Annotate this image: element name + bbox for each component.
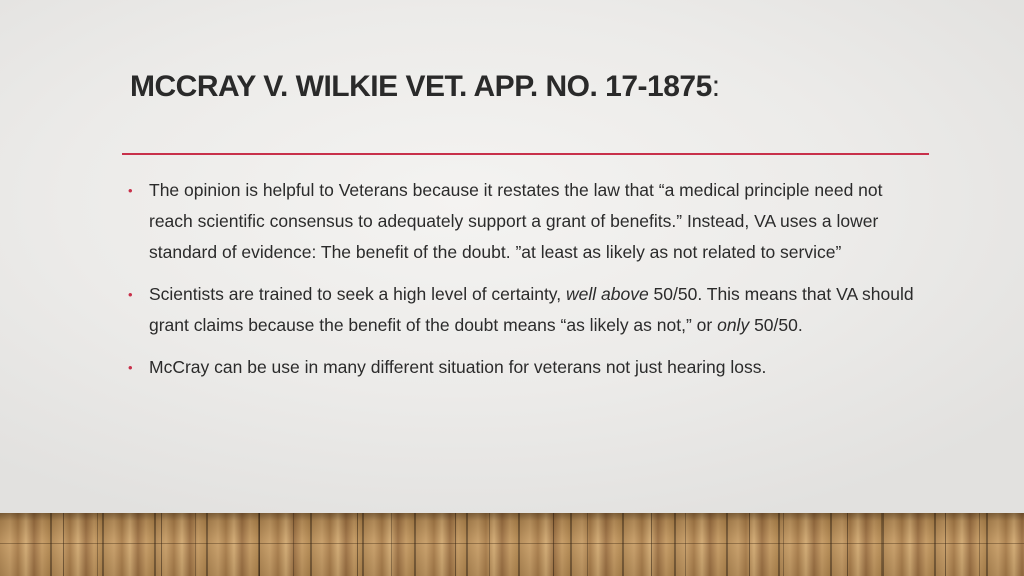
bullet-marker-icon: • — [128, 183, 133, 198]
slide-title-colon: : — [711, 70, 720, 103]
bullet-item — [126, 279, 926, 341]
bullet-text: 50/50. This means that VA should grant claims because the benefit of the doubt means “as likely as not,” or — [149, 284, 914, 335]
bullet-emphasis: only — [717, 315, 750, 335]
title-divider — [122, 153, 929, 155]
bullet-text: Scientists are trained to seek a high level of certainty, — [149, 284, 566, 304]
bullet-list — [126, 175, 926, 394]
bullet-item — [126, 175, 926, 268]
bullet-text: McCray can be use in many different situation for veterans not just hearing loss. — [149, 357, 767, 377]
wood-floor-decoration — [0, 513, 1024, 576]
bullet-marker-icon: • — [128, 287, 133, 302]
slide-title — [130, 70, 720, 104]
bullet-emphasis: well above — [565, 284, 649, 304]
bullet-item — [126, 352, 926, 383]
slide-title-text: MCCRAY V. WILKIE VET. APP. NO. 17-1875 — [130, 70, 712, 103]
bullet-text: The opinion is helpful to Veterans because it restates the law that “a medical principle need not reach scientific consensus to adequately support a grant of benefits.” Instead, VA uses a lower standard of evidence: The benefit of the doubt. ”at least as likely as not related to service” — [149, 180, 883, 262]
bullet-marker-icon: • — [128, 360, 133, 375]
bullet-text: 50/50. — [749, 315, 803, 335]
